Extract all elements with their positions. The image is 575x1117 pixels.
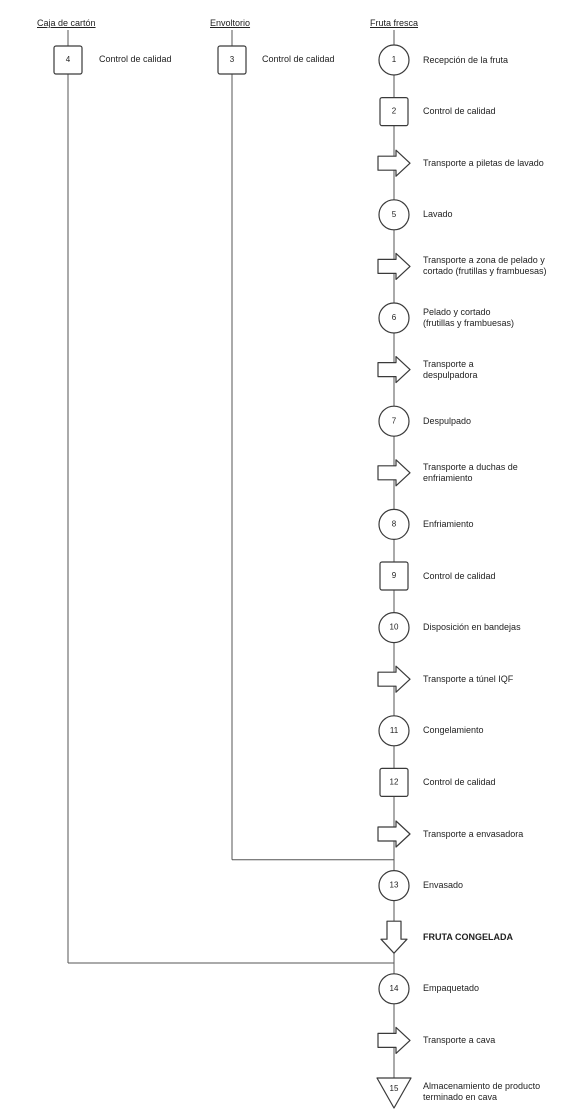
step-4-label (423, 209, 453, 220)
step-15-label-line: Control de calidad (423, 776, 496, 787)
step-9-label-line: Transporte a duchas de (423, 461, 518, 472)
step-20-label (423, 1035, 495, 1046)
step-9-label (423, 462, 518, 484)
step-14-label (423, 725, 484, 736)
step-12-label (423, 622, 521, 633)
step-4-operation-circle-number: 5 (391, 209, 397, 219)
step-8-operation-circle-number: 7 (391, 416, 397, 426)
step-17-label (423, 880, 463, 891)
header-fruta-fresca: Fruta fresca (370, 18, 419, 28)
step-11-label (423, 571, 496, 582)
step-15-inspection-square-number: 12 (389, 777, 399, 787)
header-envoltorio: Envoltorio (210, 18, 251, 28)
step-19-label (423, 983, 479, 994)
step-15-label (423, 777, 496, 788)
step-11-inspection-square-number: 9 (391, 571, 397, 581)
step-19-label-line: Empaquetado (423, 983, 480, 994)
step-1-label (423, 55, 508, 66)
step-4-label-line: Lavado (423, 209, 453, 220)
step-6-label-line: (frutillas y frambuesas) (423, 318, 515, 328)
step-6-label-line: Pelado y cortado (423, 307, 491, 317)
step-21-label (423, 1081, 540, 1103)
step-14-operation-circle-number: 11 (389, 725, 399, 735)
step-13-label-line: Transporte a túnel IQF (423, 673, 514, 684)
step-16-label (423, 829, 523, 840)
step-5-label-line: cortado (frutillas y frambuesas) (423, 266, 547, 277)
step-18-label (423, 932, 513, 943)
step-1-label-line: Recepción de la fruta (423, 54, 509, 65)
step-18-label-line: FRUTA CONGELADA (423, 931, 513, 942)
step-2-label (423, 106, 496, 117)
step-7-label (423, 359, 478, 381)
step-21-label-line: terminado en cava (423, 1092, 498, 1102)
wrap-quality-control-square-number: 3 (229, 55, 235, 65)
step-6-label (423, 307, 514, 329)
header-caja-de-carton: Caja de cartón (37, 18, 96, 28)
step-21-storage-triangle-number: 15 (389, 1084, 399, 1094)
step-5-label-line: Transporte a zona de pelado y (423, 255, 545, 266)
step-12-label-line: Disposición en bandejas (423, 622, 521, 633)
connector-lines (65, 30, 394, 1092)
step-12-operation-circle-number: 10 (389, 622, 399, 632)
step-8-label (423, 416, 471, 427)
step-19-operation-circle-number: 14 (389, 983, 399, 993)
step-9-label-line: enfriamiento (423, 472, 473, 483)
step-16-label-line: Transporte a envasadora (423, 828, 524, 839)
step-17-label-line: Envasado (423, 880, 464, 891)
box-quality-control-square-number: 4 (65, 55, 71, 65)
step-21-label-line: Almacenamiento de producto (423, 1081, 541, 1091)
step-1-operation-circle-number: 1 (391, 55, 397, 65)
step-3-label-line: Transporte a piletas de lavado (423, 157, 544, 168)
step-2-label-line: Control de calidad (423, 106, 496, 117)
step-6-operation-circle-number: 6 (391, 313, 397, 323)
box-step-label: Control de calidad (99, 54, 172, 64)
step-20-label-line: Transporte a cava (423, 1034, 496, 1045)
step-14-label-line: Congelamiento (423, 725, 484, 736)
step-18-product-arrow-icon (381, 921, 407, 953)
step-3-label (423, 158, 544, 169)
step-8-label-line: Despulpado (423, 415, 472, 426)
step-13-label (423, 674, 513, 685)
step-5-label (423, 255, 547, 277)
step-10-label-line: Enfriamiento (423, 518, 474, 529)
step-7-label-line: despulpadora (423, 369, 478, 380)
step-2-inspection-square-number: 2 (391, 106, 397, 116)
step-10-operation-circle-number: 8 (391, 519, 397, 529)
step-10-label (423, 519, 474, 530)
wrap-step-label: Control de calidad (262, 54, 335, 64)
step-7-label-line: Transporte a (423, 358, 474, 369)
step-17-operation-circle-number: 13 (389, 880, 399, 890)
step-11-label-line: Control de calidad (423, 570, 496, 581)
